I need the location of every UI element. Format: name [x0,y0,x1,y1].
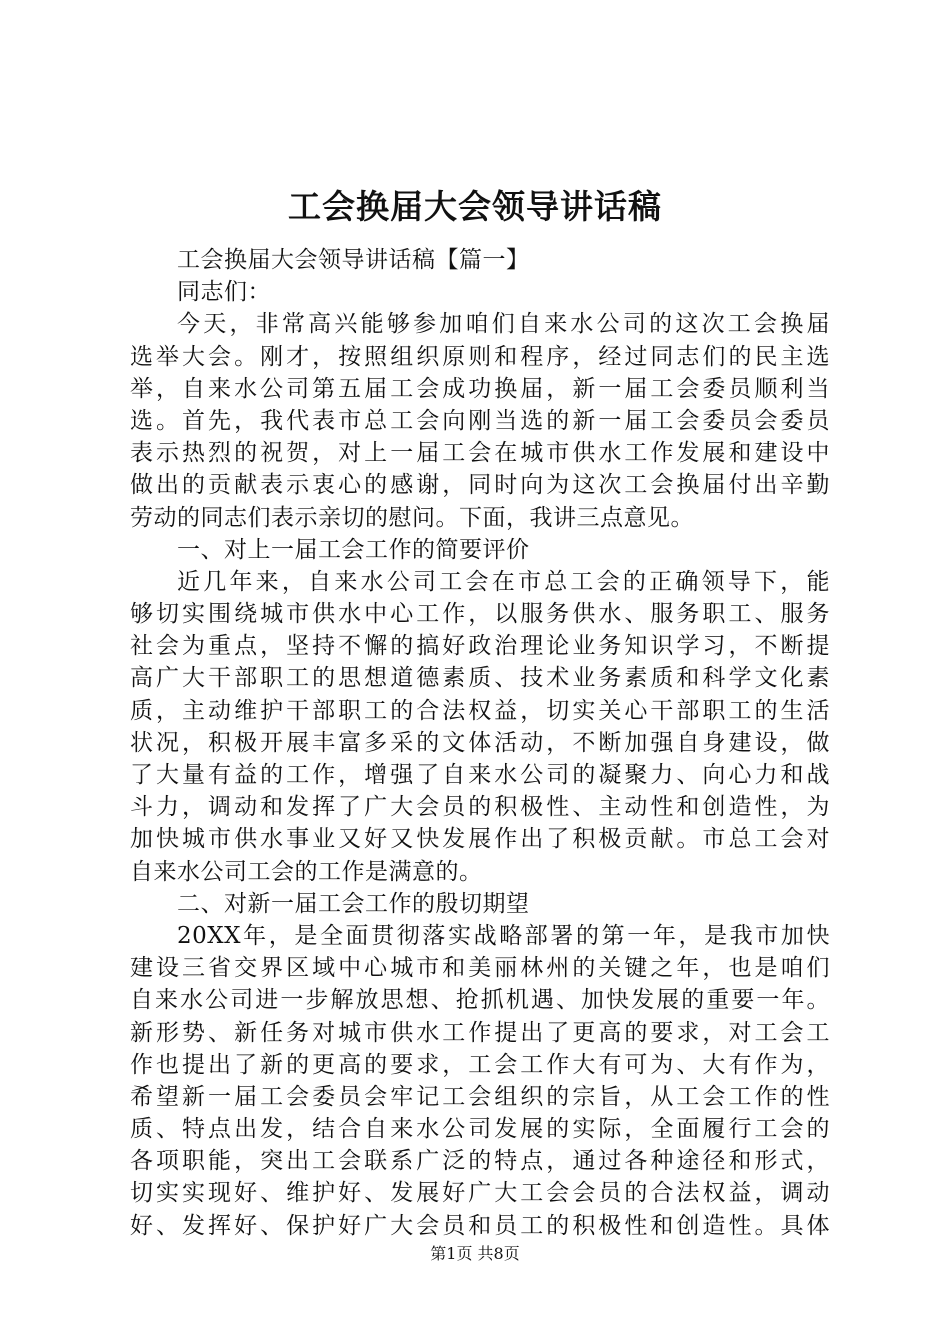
text-line: 作也提出了新的更高的要求，工会工作大有可为、大有作为， [130,1051,830,1078]
text-line: 今天，非常高兴能够参加咱们自来水公司的这次工会换届 [177,311,830,338]
page-footer: 第1页 共8页 [430,1244,520,1263]
text-line: 加快城市供水事业又好又快发展作出了积极贡献。市总工会对 [130,826,830,853]
text-line: 劳动的同志们表示亲切的慰问。下面，我讲三点意见。 [130,504,694,531]
text-line: 表示热烈的祝贺，对上一届工会在城市供水工作发展和建设中 [130,440,830,467]
text-line: 社会为重点，坚持不懈的搞好政治理论业务知识学习，不断提 [130,633,830,660]
document-body [130,244,830,1242]
text-line: 工会换届大会领导讲话稿【篇一】 [177,247,530,273]
text-line: 好、发挥好、保护好广大会员和员工的积极性和创造性。具体 [130,1212,830,1239]
text-line: 自来水公司工会的工作是满意的。 [130,858,483,885]
text-line: 同志们： [177,279,271,306]
text-line: 20XX年，是全面贯彻落实战略部署的第一年，是我市加快 [177,922,830,949]
text-line: 斗力，调动和发挥了广大会员的积极性、主动性和创造性，为 [130,794,830,821]
section-heading: 二、对新一届工会工作的殷切期望 [177,890,530,917]
text-line: 自来水公司进一步解放思想、抢抓机遇、加快发展的重要一年。 [130,987,830,1014]
text-line: 建设三省交界区域中心城市和美丽林州的关键之年，也是咱们 [130,955,830,982]
text-line: 做出的贡献表示衷心的感谢，同时向为这次工会换届付出辛勤 [130,472,830,499]
text-line: 了大量有益的工作，增强了自来水公司的凝聚力、向心力和战 [130,762,830,788]
text-line: 够切实围绕城市供水中心工作，以服务供水、服务职工、服务 [130,601,830,628]
text-line: 新形势、新任务对城市供水工作提出了更高的要求，对工会工 [130,1019,830,1046]
text-line: 希望新一届工会委员会牢记工会组织的宗旨，从工会工作的性 [130,1083,830,1110]
text-line: 质，主动维护干部职工的合法权益，切实关心干部职工的生活 [130,697,830,724]
text-line: 高广大干部职工的思想道德素质、技术业务素质和科学文化素 [130,665,830,692]
text-line: 选。首先，我代表市总工会向刚当选的新一届工会委员会委员 [130,407,830,434]
text-line: 选举大会。刚才，按照组织原则和程序，经过同志们的民主选 [130,343,830,370]
section-heading: 一、对上一届工会工作的简要评价 [177,536,530,563]
document-title: 工会换届大会领导讲话稿 [288,187,662,226]
text-line: 状况，积极开展丰富多采的文体活动，不断加强自身建设，做 [130,729,830,756]
text-line: 切实实现好、维护好、发展好广大工会会员的合法权益，调动 [130,1180,830,1207]
text-line: 质、特点出发，结合自来水公司发展的实际，全面履行工会的 [130,1116,830,1143]
text-line: 各项职能，突出工会联系广泛的特点，通过各种途径和形式， [130,1148,830,1175]
text-line: 近几年来，自来水公司工会在市总工会的正确领导下，能 [177,568,830,595]
text-line: 举，自来水公司第五届工会成功换届，新一届工会委员顺利当 [130,375,830,402]
